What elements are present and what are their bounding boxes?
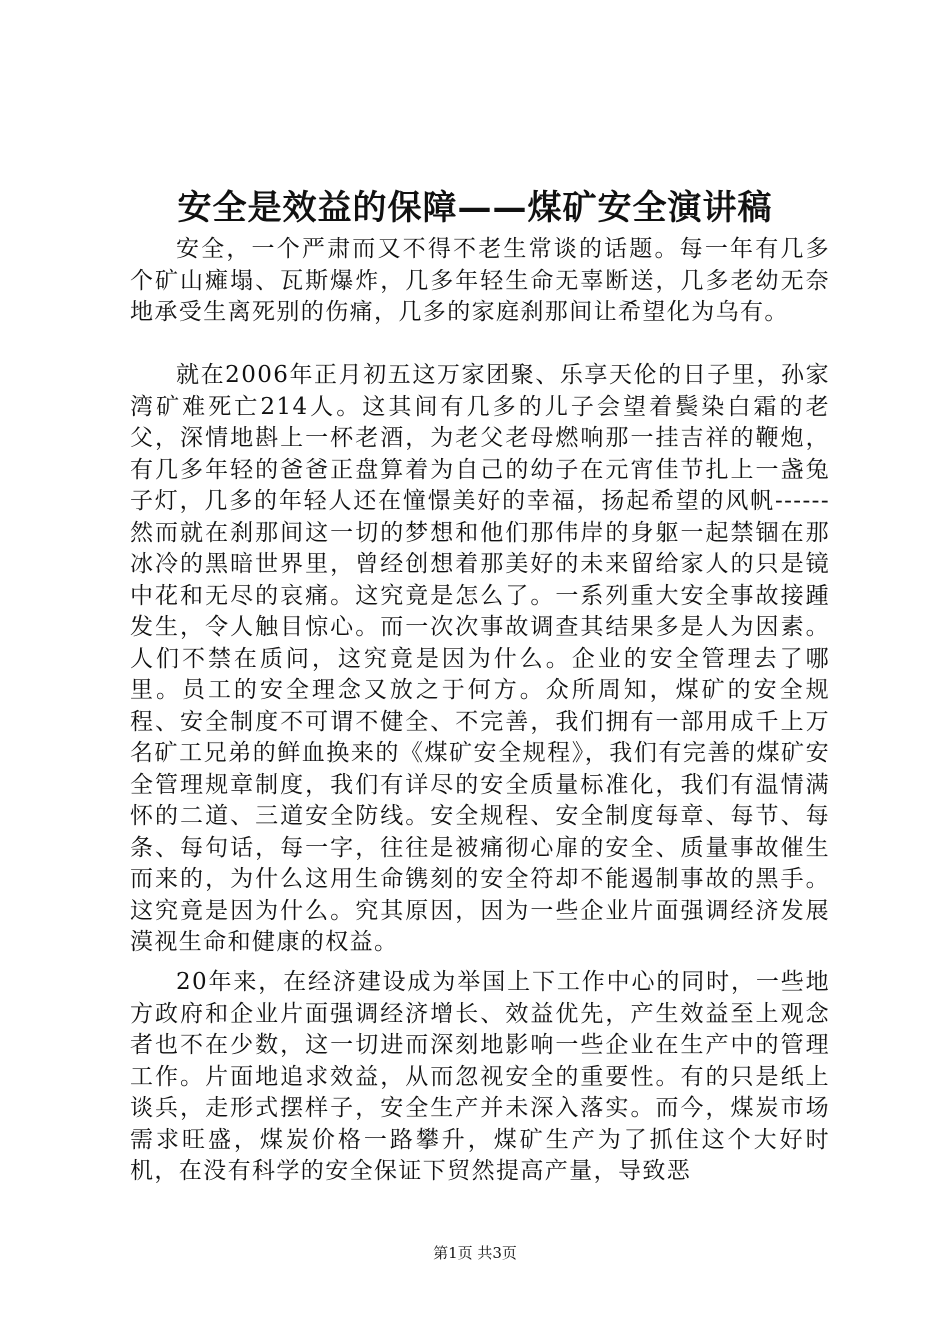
paragraph-2: 就在2006年正月初五这万家团聚、乐享天伦的日子里，孙家湾矿难死亡214人。这其间有几多的儿子会望着鬓染白霜的老父，深情地斟上一杯老酒，为老父老母燃响那一挂吉祥的鞭炮，有几多年轻的爸爸正盘算着为自己的幼子在元宵佳节扎上一盏兔子灯，几多的年轻人还在憧憬美好的幸福，扬起希望的风帆------然而就在刹那间这一切的梦想和他们那伟岸的身躯一起禁锢在那冰冷的黑暗世界里，曾经创想着那美好的未来留给家人的只是镜中花和无尽的哀痛。这究竟是怎么了。一系列重大安全事故接踵发生，令人触目惊心。而一次次事故调查其结果多是人为因素。人们不禁在质问，这究竟是因为什么。企业的安全管理去了哪里。员工的安全理念又放之于何方。众所周知，煤矿的安全规程、安全制度不可谓不健全、不完善，我们拥有一部用成千上万名矿工兄弟的鲜血换来的《煤矿安全规程》，我们有完善的煤矿安全管理规章制度，我们有详尽的安全质量标准化，我们有温情满怀的二道、三道安全防线。安全规程、安全制度每章、每节、每条、每句话，每一字，往往是被痛彻心扉的安全、质量事故催生而来的，为什么这用生命镌刻的安全符却不能遏制事故的黑手。这究竟是因为什么。究其原因，因为一些企业片面强调经济发展漠视生命和健康的权益。	[130, 362, 830, 955]
paragraph-3: 20年来，在经济建设成为举国上下工作中心的同时，一些地方政府和企业片面强调经济增长、效益优先，产生效益至上观念者也不在少数，这一切进而深刻地影响一些企业在生产中的管理工作。片面地追求效益，从而忽视安全的重要性。有的只是纸上谈兵，走形式摆样子，安全生产并未深入落实。而今，煤炭市场需求旺盛，煤炭价格一路攀升，煤矿生产为了抓住这个大好时机，在没有科学的安全保证下贸然提高产量，导致恶	[130, 969, 830, 1184]
page-footer: 第1页 共3页	[433, 1244, 517, 1262]
document-title: 安全是效益的保障——煤矿安全演讲稿	[177, 188, 773, 228]
paragraph-1: 安全，一个严肃而又不得不老生常谈的话题。每一年有几多个矿山瘫塌、瓦斯爆炸，几多年轻生命无辜断送，几多老幼无奈地承受生离死别的伤痛，几多的家庭刹那间让希望化为乌有。	[130, 236, 830, 325]
